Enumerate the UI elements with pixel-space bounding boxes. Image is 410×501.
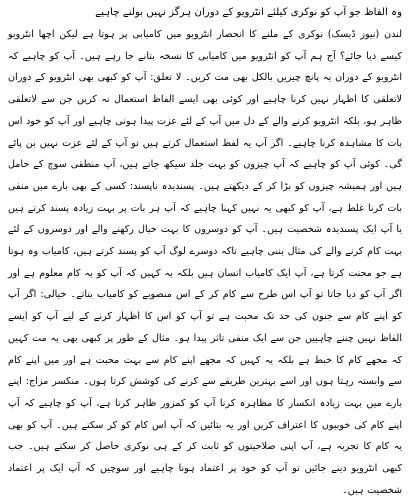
article-body: لندن (نیوز ڈیسک) نوکری کے ملنے کا انحصار انٹرویو میں کامیابی پر ہوتا ہے لیکن اچھا انٹرویو کیسے دیا جائے؟ آج ہم آپ کو انٹرویو میں کامیابی کا نسخہ بتانے جا رہے ہیں۔ آپ کو چاہیے کہ انٹرویو کے دوران یہ پانچ چیزیں بالکل بھی مت کریں۔ لا تعلق: آپ کو کبھی بھی انٹرویو کے دوران لاتعلقی کا اظہار نہیں کرنا چاہیے اور کوئی بھی ایسے الفاظ استعمال نہ کریں جن سے لاتعلقی ظاہر ہو، بلکہ انٹرویو کرنے والے کے دل میں آپ کے لئے عزت پیدا ہونی چاہیے اور آپ کو خود اس بات کا مشاہدہ کرنا چاہیے۔ اگر آپ یہ لفظ استعمال کرتے ہیں تو آپ کے لئے عزت نہیں بن پائے گی۔ کوئی آپ کو چاہیے کہ آپ چیزوں کو بہت جلد سیکھ جاتے ہیں، آپ منطقی سوچ کے حامل ہیں اور ہمیشہ چیزوں کو بڑا کر کے دیکھتے ہیں۔ پسندیدہ ناپسند: کسی کے بھی بارے میں منفی بات کرنا غلط ہے، آپ کو کبھی یہ نہیں کہنا چاہیے کہ آپ ہر بات پر بہت زیادہ پسند کرتے ہیں یا آپ ایک پسندیدہ شخصیت ہیں۔ آپ کو دوسروں کا بہت خیال رکھنے والے اور دوسروں کے لئے بہت کام کرنے والے کی مثال بننی چاہیے تاکہ دوسرے لوگ آپ کو پسند کرتے ہیں، کامیاب وہ ہوتا ہے جو محنت کرتا ہے، آپ ایک کامیاب انسان ہیں بلکہ یہ کہیں کہ آپ کو یہ کام معلوم ہے اور اگر آپ کو دیا جاتا تو آپ اس طرح سے کام کر کے اس منصوبے کو کامیاب بناتے۔ خیالی: اگر آپ کو اپنے کام سے جنون کی حد تک محبت ہے تو آپ کو اس کا اظہار کرنے کے لیے آپ کو ایسے الفاظ نہیں چننے چاہییں جن سے ایک منفی تاثر پیدا ہو۔ مثال کے طور پر کبھی بھی یہ مت کہیں کہ مجھے کام کا خبط ہے بلکہ یہ کہیں کہ مجھے اپنے کام سے بہت محبت ہے اور میں اپنے کام سے وابستہ رہتا ہوں اور اسے بہترین طریقے سے کرنے کی کوشش کرتا ہوں۔ منکسر مزاج: اپنے بارے میں بہت زیادہ انکسار کا مظاہرہ کرنا آپ کو کمزور ظاہر کرتا ہے، آپ کو چاہیے کہ آپ اپنے کام کی خوبیوں کا اعتراف کریں اور یہ بتائیں کہ آپ اس کام کو کر سکتے ہیں۔ آپ کو بھی یہ کام کا تجربہ ہے، آپ اپنی صلاحیتوں کو ثابت کر کے ہی نوکری حاصل کر سکتے ہیں۔ جب کبھی انٹرویو دینے جائیں تو آپ کو خود پر اعتماد ہونا چاہیے اور سوچیں کہ آپ ایک پر اعتماد شخصیت ہیں۔ <box>8 29 402 496</box>
article-heading: وہ الفاظ جو آپ کو نوکری کیلئے انٹرویو کے دوران ہرگز نہیں بولنے چاہیے <box>95 7 402 18</box>
